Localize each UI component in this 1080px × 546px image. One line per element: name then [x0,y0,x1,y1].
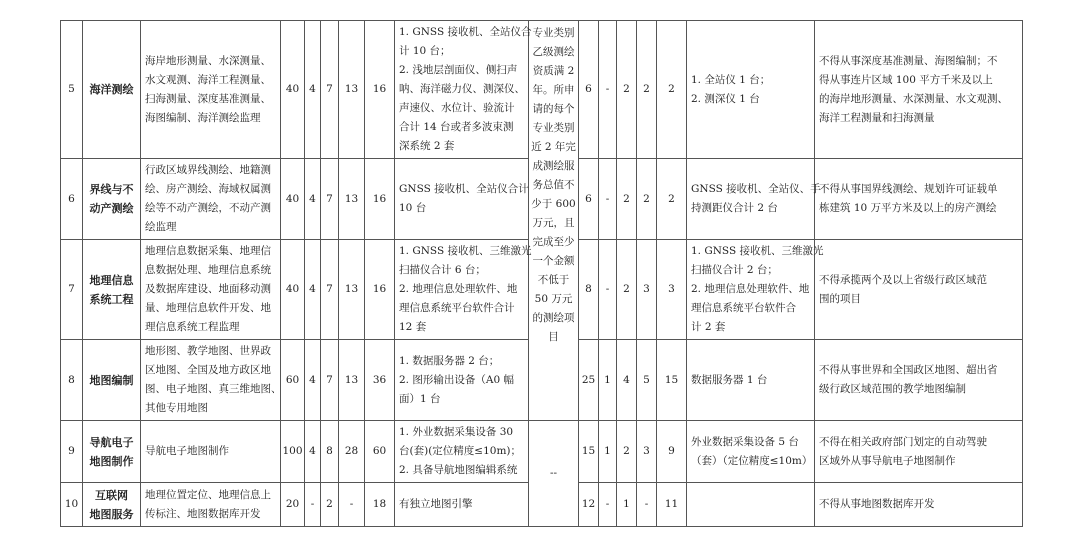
grade-a-count: 18 [365,483,395,527]
grade-b-equipment [687,421,815,483]
grade-b-count: 11 [657,483,687,527]
text-line: 不得从事地图数据库开发 [819,498,935,510]
grade-b-count: 4 [617,340,637,421]
text-line: 专业类别 [532,27,575,39]
text-line: 计 10 台； [399,45,451,57]
text-line: 动产测绘 [89,202,134,215]
text-line: 务总值不 [532,179,575,191]
business-scope [141,240,281,340]
grade-b-count: 1 [617,483,637,527]
text-line: 数据服务器 1 台 [691,373,768,386]
grade-a-count: 4 [305,159,321,240]
text-line: 理信息系统平台软件合计 [399,302,515,314]
text-line: 扫描仪合计 6 台； [399,264,486,276]
grade-b-equipment [687,21,815,159]
grade-a-count: 8 [321,421,339,483]
text-line: 请的每个 [532,103,575,115]
text-line: 呐、海洋磁力仪、测深仪、 [399,83,525,95]
row-number: 6 [61,159,83,240]
business-scope [141,159,281,240]
text-line: 2. 浅地层剖面仪、侧扫声 [399,64,518,76]
text-line: 量、地理信息软件开发、地 [145,302,271,314]
text-line: 行政区域界线测绘、地籍测 [145,164,271,176]
text-line: 2. 图形输出设备（A0 幅 [399,373,514,386]
text-line: 扫海测量、深度基准测量、 [145,92,271,105]
grade-a-count: 4 [305,21,321,159]
grade-a-count: 16 [365,21,395,159]
restriction-note [815,340,1023,421]
grade-b-count: 6 [579,21,599,159]
text-line: 2. 测深仪 1 台 [691,92,760,105]
text-line: 的海岸地形测量、水深测量、水文观测、 [819,92,1008,105]
grade-a-count: 2 [321,483,339,527]
grade-a-equipment [395,240,532,340]
text-line: 1. GNSS 接收机、全站仪合 [399,26,532,38]
grade-a-count: 7 [321,340,339,421]
grade-b-count: 6 [579,159,599,240]
text-line: 系统工程 [89,292,134,306]
text-line: 乙级测绘 [532,46,575,58]
text-line: 不得从事深度基准测量、海图编制；不 [819,54,998,67]
text-line: 栋建筑 10 万平方米及以上的房产测绘 [819,202,997,214]
grade-a-count: - [339,483,365,527]
text-line: 及数据库建设、地面移动测 [145,283,271,295]
grade-b-count: 9 [657,421,687,483]
grade-b-count: - [599,240,617,340]
text-line: 地理信息 [89,273,134,287]
grade-b-count: 3 [637,240,657,340]
text-line: 绘等不动产测绘，不动产测 [145,202,271,214]
grade-a-count: 4 [305,340,321,421]
text-line: 1. GNSS 接收机、三维激光 [399,245,532,257]
grade-a-count: 13 [339,240,365,340]
text-line: 面）1 台 [399,392,441,405]
grade-a-equipment [395,340,529,421]
grade-b-count: 2 [617,159,637,240]
text-line: 理信息系统平台软件合 [691,302,796,314]
restriction-note [815,159,1023,240]
grade-a-count: 60 [281,340,305,421]
text-line: 得从事连片区域 100 平方千米及以上 [819,73,993,86]
grade-b-count: - [599,159,617,240]
text-line: 绘、房产测绘、海域权属测 [145,183,271,195]
grade-b-count: - [637,483,657,527]
text-line: 地理位置定位、地理信息上 [145,488,271,501]
qualification-table [60,20,1023,527]
grade-b-count: 1 [599,340,617,421]
category-name [83,159,141,240]
text-line: 少于 600 [531,198,576,210]
row-number: 7 [61,240,83,340]
text-line: 10 台 [399,202,427,214]
text-line: 区地图、全国及地方政区地 [145,364,271,376]
text-line: 2. 具备导航地图编辑系统 [399,464,518,476]
text-line: 成测绘服 [532,160,575,172]
text-line: 传标注、地图数据库开发 [145,507,261,520]
grade-b-count: 5 [637,340,657,421]
text-line: 理信息系统工程监理 [145,321,240,333]
restriction-note [815,483,1023,527]
text-line: GNSS 接收机、全站仪合计 [399,183,529,195]
grade-a-count: 60 [365,421,395,483]
grade-b-count: 1 [599,421,617,483]
text-line: 地图制作 [89,454,134,468]
text-line: 1. 数据服务器 2 台； [399,354,500,367]
category-name [83,421,141,483]
grade-b-count: 3 [657,240,687,340]
text-line: 1. 外业数据采集设备 30 [399,426,514,438]
text-line: 级行政区域范围的教学地图编制 [819,383,966,395]
category-name [83,483,141,527]
requirement-merged-cell [529,21,579,421]
text-line: 声速仪、水位计、验流计 [399,102,515,114]
table-row [61,421,1023,483]
text-line: GNSS 接收机、全站仪、手 [691,183,821,195]
grade-a-count: 7 [321,159,339,240]
grade-b-equipment [687,340,815,421]
business-scope [141,483,281,527]
text-line: 50 万元 [534,293,573,305]
grade-b-count: 25 [579,340,599,421]
grade-a-count: 16 [365,159,395,240]
grade-a-equipment [395,159,529,240]
text-line: 深系统 2 套 [399,140,455,152]
grade-b-count: - [599,21,617,159]
grade-b-count: 15 [657,340,687,421]
text-line: 万元，且 [532,217,575,229]
text-line: 海图编制、海洋测绘监理 [145,111,261,124]
text-line: （套）（定位精度≤10m） [691,454,813,467]
grade-b-count: 2 [617,421,637,483]
text-line: 一个金额 [532,255,575,267]
row-number: 8 [61,340,83,421]
text-line: 地形图、教学地图、世界政 [145,345,271,357]
grade-b-count: 2 [617,240,637,340]
row-number: 10 [61,483,83,527]
grade-a-count: 40 [281,159,305,240]
text-line: 2. 地理信息处理软件、地 [691,283,810,295]
text-line: 导航电子 [89,435,134,449]
grade-a-count: 100 [281,421,305,483]
grade-b-count: 2 [637,159,657,240]
grade-b-equipment [687,240,824,340]
row-number: 9 [61,421,83,483]
grade-b-count: 2 [617,21,637,159]
text-line: 导航电子地图制作 [145,445,229,457]
text-line: 扫描仪合计 2 台； [691,264,778,276]
restriction-note [815,21,1023,159]
text-line: 资质满 2 [532,65,575,77]
text-line: 不低于 [537,274,570,286]
text-line: 海洋测绘 [89,83,134,96]
text-line: 海岸地形测量、水深测量、 [145,54,271,67]
text-line: 专业类别 [532,122,575,134]
text-line: 区域外从事导航电子地图制作 [819,454,956,467]
text-line: 合计 14 台或者多波束测 [399,121,514,133]
grade-a-count: 20 [281,483,305,527]
grade-a-count: - [305,483,321,527]
grade-a-count: 13 [339,340,365,421]
grade-a-count: 4 [305,421,321,483]
grade-a-count: 28 [339,421,365,483]
text-line: 互联网 [95,488,128,502]
grade-b-count: 8 [579,240,599,340]
category-name [83,340,141,421]
text-line: 近 2 年完 [531,141,576,153]
grade-b-equipment [687,159,821,240]
text-line: 海洋工程测量和扫海测量 [819,111,935,124]
grade-b-count: 2 [657,21,687,159]
text-line: 外业数据采集设备 5 台 [691,435,799,448]
text-line: 目 [548,331,559,343]
text-line: 2. 地理信息处理软件、地 [399,283,518,295]
grade-b-count: 15 [579,421,599,483]
text-line: 的测绘项 [532,312,575,324]
grade-a-count: 13 [339,159,365,240]
text-line: 完成至少 [532,236,575,248]
text-line: 12 套 [399,321,427,333]
grade-a-count: 13 [339,21,365,159]
text-line: 地理信息数据采集、地理信 [145,245,271,257]
grade-a-count: 7 [321,21,339,159]
row-number: 5 [61,21,83,159]
grade-b-count: - [599,483,617,527]
grade-a-equipment [395,483,529,527]
text-line: 持测距仪合计 2 台 [691,202,778,214]
text-line: 不得从事世界和全国政区地图、超出省 [819,364,998,376]
text-line: 不得承揽两个及以上省级行政区域范 [819,273,987,286]
text-line: 1. 全站仪 1 台； [691,73,771,86]
text-line: 计 2 套 [691,321,726,333]
text-line: 有独立地图引擎 [399,498,473,510]
grade-a-count: 16 [365,240,395,340]
text-line: 不得在相关政府部门划定的自动驾驶 [819,435,987,448]
requirement-merged-cell-b: -- [529,421,579,527]
grade-b-equipment [687,483,815,527]
grade-a-count: 40 [281,240,305,340]
text-line: 图、电子地图、真三维地图、 [145,383,282,395]
grade-a-count: 4 [305,240,321,340]
grade-a-count: 36 [365,340,395,421]
category-name [83,240,141,340]
text-line: 界线与不 [89,183,134,196]
category-name [83,21,141,159]
business-scope [141,21,281,159]
text-line: 其他专用地图 [145,402,208,414]
restriction-note [815,421,1023,483]
grade-a-equipment [395,21,532,159]
text-line: 1. GNSS 接收机、三维激光 [691,245,824,257]
business-scope [141,340,281,421]
text-line: 地图服务 [89,507,134,521]
text-line: 水文观测、海洋工程测量、 [145,73,271,86]
text-line: 息数据处理、地理信息系统 [145,264,271,276]
text-line: 不得从事国界线测绘、规划许可证载单 [819,183,998,195]
grade-a-count: 40 [281,21,305,159]
text-line: 地图编制 [89,373,134,387]
business-scope [141,421,281,483]
grade-a-count: 7 [321,240,339,340]
grade-b-count: 3 [637,421,657,483]
grade-a-equipment [395,421,529,483]
text-line: 绘监理 [145,221,177,233]
table-row [61,21,1023,159]
table-body [61,21,1023,527]
grade-b-count: 2 [637,21,657,159]
text-line: 台(套)(定位精度≤10m)； [399,445,522,457]
grade-b-count: 12 [579,483,599,527]
grade-b-count: 2 [657,159,687,240]
restriction-note [815,240,1023,340]
text-line: 年。所申 [532,84,575,96]
text-line: 围的项目 [819,292,861,305]
